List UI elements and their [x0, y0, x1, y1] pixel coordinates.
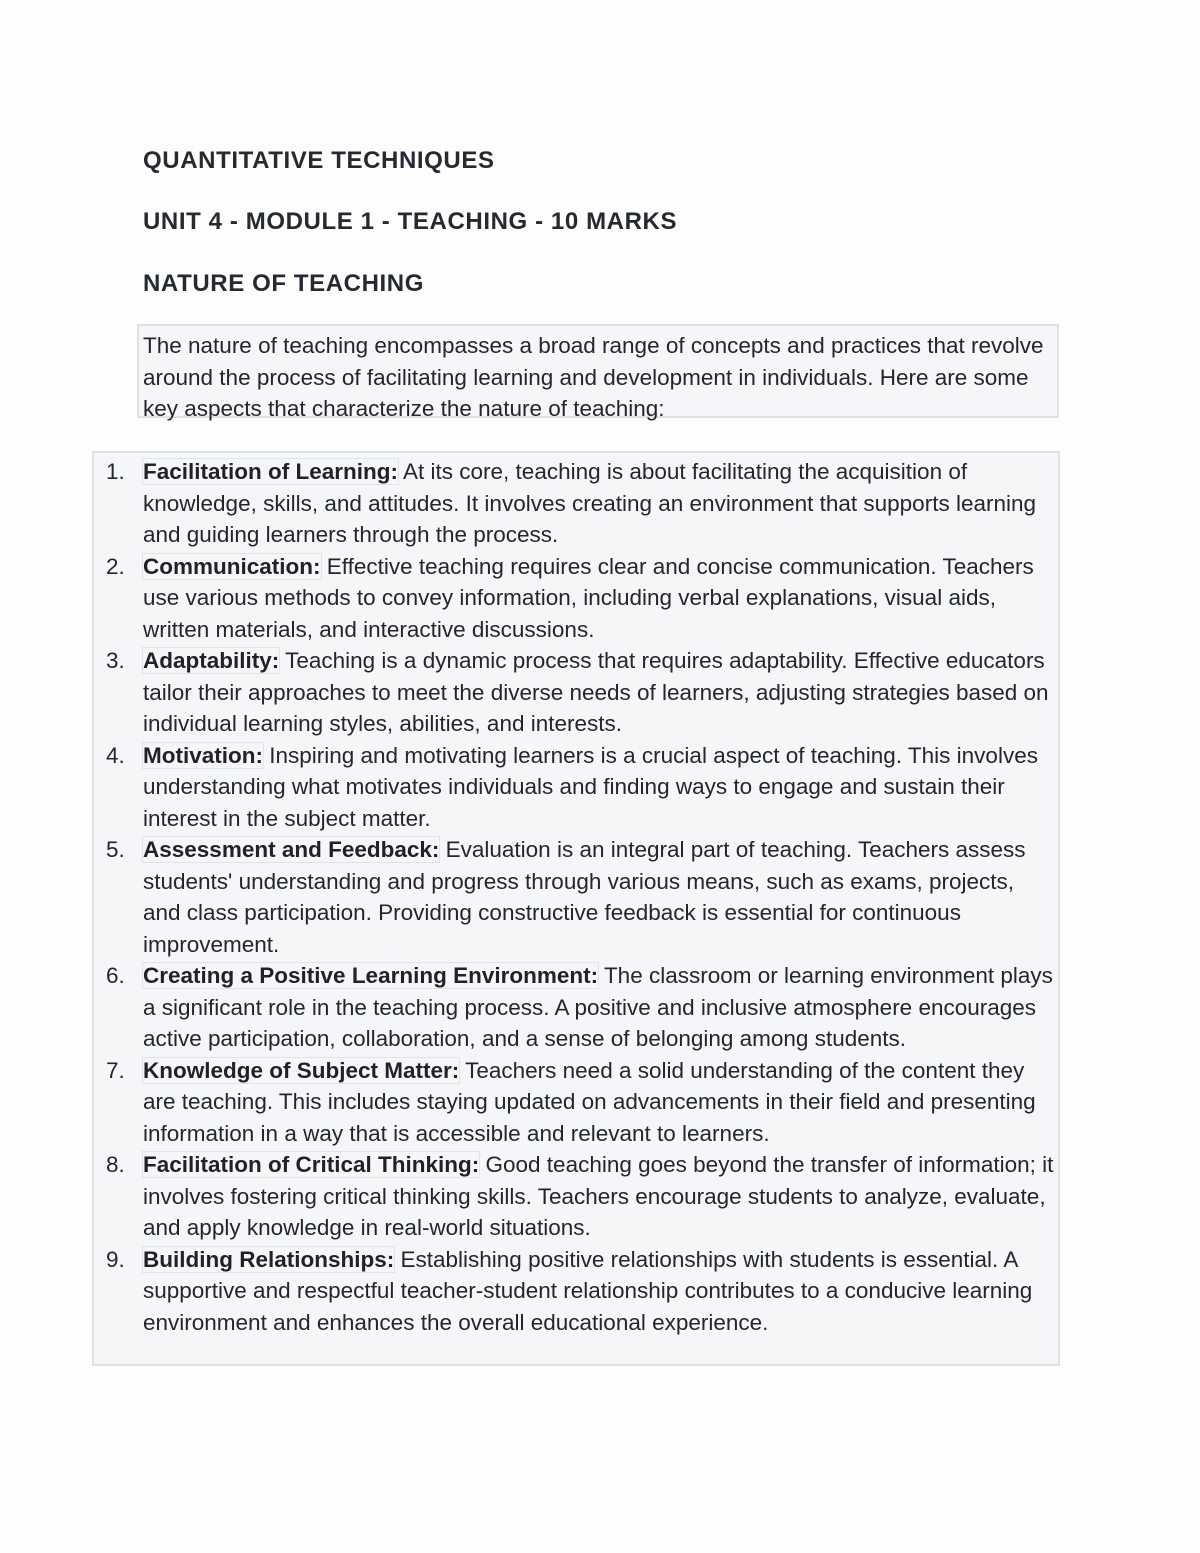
item-term: Motivation:: [143, 742, 263, 768]
item-text: At its core, teaching is about facilitating the acquisition of knowledge, skills, and attitudes. It involves creating an environment that supports learning and guiding learners through the process.: [143, 459, 1037, 547]
item-term: Creating a Positive Learning Environment:: [143, 963, 599, 988]
item-number: 9.: [106, 1246, 125, 1272]
list-item: [94, 456, 1060, 551]
item-text: Teaching is a dynamic process that requires adaptability. Effective educators tailor their approaches to meet the diverse needs of learners, adjusting strategies based on individual learning styles, abilities, and interests.: [143, 648, 1049, 736]
item-text: Inspiring and motivating learners is a crucial aspect of teaching. This involves understanding what motivates individuals and finding ways to engage and sustain their interest in the subject matter.: [143, 742, 1038, 831]
item-number: 7.: [106, 1057, 125, 1083]
item-text: Effective teaching requires clear and concise communication. Teachers use various methods to convey information, including verbal explanations, visual aids, written materials, and interactive discussions.: [143, 553, 1034, 642]
list-item: [94, 645, 1060, 740]
item-number: 2.: [106, 553, 125, 579]
item-text: Teachers need a solid understanding of the content they are teaching. This includes staying updated on advancements in their field and presenting information in a way that is accessible and relevant to learners.: [143, 1057, 1036, 1146]
unit-heading: UNIT 4 - MODULE 1 - TEACHING - 10 MARKS: [143, 208, 678, 235]
item-term: Facilitation of Learning:: [143, 459, 399, 484]
item-term: Assessment and Feedback:: [143, 837, 440, 862]
list-item: [94, 551, 1060, 646]
list-item: [94, 834, 1060, 960]
section-heading: NATURE OF TEACHING: [143, 270, 425, 297]
item-text: Evaluation is an integral part of teaching. Teachers assess students' understanding and progress through various means, such as exams, projects, and class participation. Providing constructive feedback is essential for continuous improvement.: [143, 837, 1026, 957]
item-term: Building Relationships:: [143, 1246, 395, 1272]
item-text: Good teaching goes beyond the transfer of information; it involves fostering critical thinking skills. Teachers encourage students to analyze, evaluate, and apply knowledge in real-world situations.: [143, 1152, 1054, 1240]
list-item: [94, 1055, 1060, 1150]
list-item: [94, 1149, 1060, 1244]
item-term: Adaptability:: [143, 648, 280, 673]
list-item: [94, 960, 1060, 1055]
item-number: 1.: [106, 459, 125, 484]
intro-paragraph: The nature of teaching encompasses a broad range of concepts and practices that revolve around the process of facilitating learning and development in individuals. Here are some key aspects that characterize the nature of teaching:: [137, 324, 1059, 418]
item-number: 3.: [106, 648, 125, 673]
item-number: 6.: [106, 963, 125, 988]
document-title: QUANTITATIVE TECHNIQUES: [143, 147, 495, 174]
item-number: 4.: [106, 742, 125, 768]
aspects-list-box: [92, 451, 1060, 1366]
item-text: The classroom or learning environment plays a significant role in the teaching process. A positive and inclusive atmosphere encourages active participation, collaboration, and a sense of belonging among students.: [143, 963, 1053, 1051]
item-text: Establishing positive relationships with students is essential. A supportive and respectful teacher-student relationship contributes to a conducive learning environment and enhances the overall educational experience.: [143, 1246, 1033, 1335]
item-number: 5.: [106, 837, 125, 862]
aspects-list: [94, 456, 1060, 1338]
list-item: [94, 1244, 1060, 1339]
list-item: [94, 740, 1060, 835]
item-number: 8.: [106, 1152, 125, 1177]
item-term: Communication:: [143, 553, 321, 579]
item-term: Facilitation of Critical Thinking:: [143, 1152, 480, 1177]
item-term: Knowledge of Subject Matter:: [143, 1057, 460, 1083]
